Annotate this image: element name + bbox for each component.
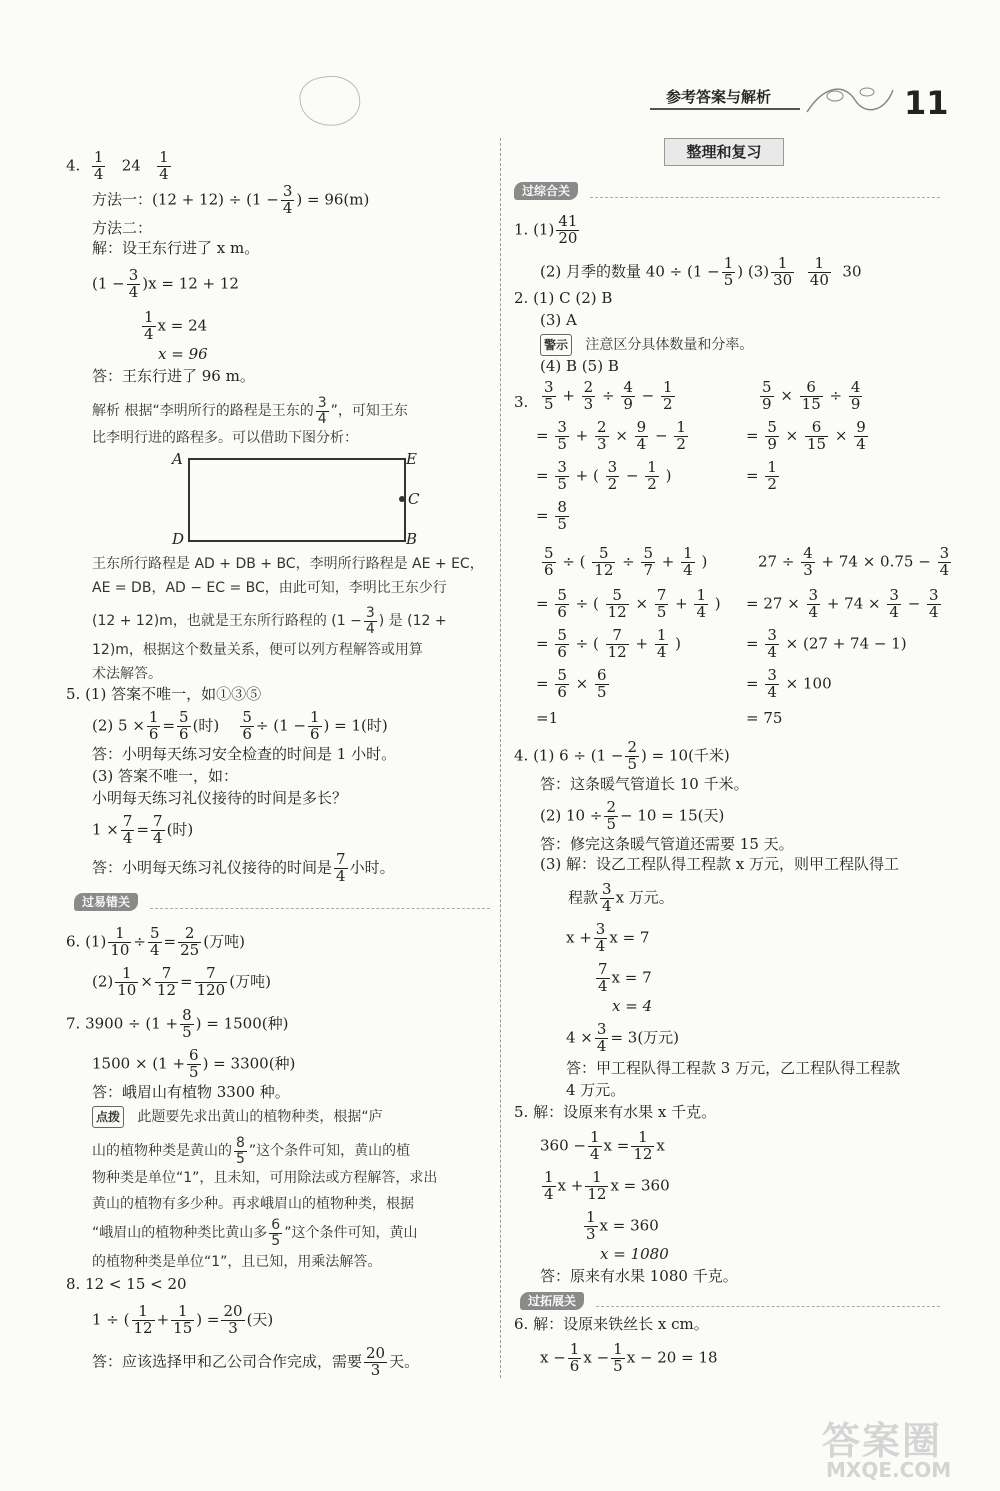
expr-text: = — [536, 594, 554, 613]
dianbo-1: 点拨 此题要先求出黄山的植物种类，根据“庐 — [92, 1106, 383, 1128]
fraction: $\frac{4}{9}$ — [850, 378, 861, 413]
r6-eq1: x − $\frac{1}{6}$ x − $\frac{1}{5}$ x − 20 = 18 — [540, 1340, 718, 1375]
expr-text: × 100 — [780, 674, 832, 693]
r6-1: 6. 解：设原来铁丝长 x cm。 — [514, 1315, 709, 1333]
expr-text: − — [902, 594, 926, 613]
expr-text: + — [657, 552, 680, 571]
expr-text: ÷ ( — [570, 594, 604, 613]
r1-2: (2) 月季的数量 40 ÷ (1 − $\frac{1}{5}$ ) (3) $\frac{1}{30}$ $\frac{1}{40}$ 30 — [540, 254, 862, 289]
r3-L5 — [540, 546, 707, 579]
expr-text: × — [830, 426, 853, 445]
r4-2-answer: 答：修完这条暖气管道还需要 15 天。 — [540, 835, 794, 853]
expr-text: = — [746, 674, 764, 693]
q8-2: 1 ÷ ( $\frac{1}{12}$ + $\frac{1}{15}$ ) = $\frac{20}{3}$ (天) — [92, 1302, 274, 1337]
expr-text: = 27 × — [746, 594, 805, 613]
r4-answer-2: 4 万元。 — [566, 1081, 626, 1099]
r1-1: 1. (1) $\frac{41}{20}$ — [514, 212, 578, 247]
tag-jingshi: 警示 — [540, 334, 572, 356]
label-B: B — [406, 530, 418, 548]
expr-text: + 74 × — [822, 594, 886, 613]
dianbo-2: 山的植物种类是黄山的 $\frac{8}{5}$ ”这个条件可知，黄山的植 — [92, 1135, 411, 1167]
r4-eq1: x + $\frac{3}{4}$ x = 7 — [566, 920, 650, 955]
eq-3: x = 96 — [158, 345, 208, 363]
fraction: $\frac{8}{5}$ — [557, 498, 567, 533]
expr-text: = — [536, 466, 554, 485]
fraction: $\frac{5}{6}$ — [557, 626, 567, 661]
expr-text: − — [636, 386, 659, 405]
r3-num: 3. — [514, 393, 529, 411]
r5-eq3: $\frac{1}{3}$ x = 360 — [586, 1208, 659, 1243]
r3-R5 — [758, 546, 953, 579]
expr-text: = — [536, 634, 554, 653]
fraction: $\frac{5}{12}$ — [594, 544, 614, 579]
fraction: $\frac{3}{5}$ — [557, 458, 567, 493]
header-bar — [650, 108, 800, 110]
fraction: $\frac{3}{4}$ — [808, 586, 819, 621]
fraction: $\frac{3}{4}$ — [939, 544, 950, 579]
r2-3: (4) B (5) B — [540, 357, 619, 375]
eq-2: $\frac{1}{4}$ x = 24 — [144, 308, 208, 343]
fraction: $\frac{1}{4}$ — [656, 626, 667, 661]
expr-text: × — [780, 426, 803, 445]
section-title: 整理和复习 — [664, 138, 784, 166]
r3-L2 — [536, 420, 690, 453]
expr-text: ÷ ( — [557, 552, 591, 571]
analysis-3: 王东所行路程是 AD + DB + BC，李明所行路程是 AE + EC， — [92, 556, 484, 572]
r4-eq2: $\frac{7}{4}$ x = 7 — [598, 960, 652, 995]
dotted-rule — [596, 1306, 940, 1307]
r5-answer: 答：原来有水果 1080 千克。 — [540, 1267, 738, 1285]
expr-text: = 75 — [746, 709, 783, 727]
expr-text: ÷ — [597, 386, 620, 405]
r3-L8 — [536, 668, 611, 701]
r4-eq4: 4 × $\frac{3}{4}$ = 3(万元) — [566, 1020, 680, 1055]
fraction: $\frac{6}{15}$ — [807, 418, 827, 453]
expr-text: =1 — [536, 709, 559, 727]
answer-4: 答：王东行进了 96 m。 — [92, 367, 255, 385]
r5-eq2: $\frac{1}{4}$ x + $\frac{1}{12}$ x = 360 — [544, 1168, 670, 1203]
expr-text: − — [621, 466, 644, 485]
column-divider — [500, 138, 501, 1378]
r3-L6 — [536, 588, 721, 621]
fraction: $\frac{9}{4}$ — [856, 418, 866, 453]
analysis-6: 12)m，根据这个数量关系，便可以列方程解答或用算 — [92, 642, 423, 658]
r3-L9 — [536, 708, 558, 728]
point-C-dot — [399, 496, 405, 502]
expr-text: = — [536, 506, 554, 525]
expr-text: = — [746, 466, 764, 485]
fraction: $\frac{3}{4}$ — [767, 666, 777, 701]
q7-2: 1500 × (1 + $\frac{6}{5}$ ) = 3300(种) — [92, 1046, 296, 1081]
expr-text: × (27 + 74 − 1) — [780, 634, 907, 653]
expr-text: ) — [660, 466, 672, 485]
badge-tuozhan: 过拓展关 — [520, 1292, 584, 1310]
label-E: E — [406, 450, 417, 468]
analysis-2: 比李明行进的路程多。可以借助下图分析： — [92, 430, 358, 446]
header-stamp-icon — [297, 72, 363, 130]
header-swirl-icon — [805, 82, 895, 118]
dianbo-4: 黄山的植物有多少种。再求峨眉山的植物种类，根据 — [92, 1196, 414, 1212]
fraction: $\frac{1}{4}$ — [683, 544, 693, 579]
expr-text: ) — [696, 552, 708, 571]
fraction: $\frac{3}{2}$ — [607, 458, 618, 493]
expr-text: 27 ÷ — [758, 552, 800, 571]
rectangle-diagram — [188, 458, 406, 542]
header-title: 参考答案与解析 — [666, 88, 772, 106]
expr-text: × — [610, 426, 633, 445]
expr-text: ÷ — [824, 386, 847, 405]
r3-L4 — [536, 500, 571, 533]
label-C: C — [408, 490, 420, 508]
dianbo-3: 物种类是单位“1”，且未知，可用除法或方程解答，求出 — [92, 1170, 438, 1186]
expr-text: × — [570, 674, 593, 693]
fraction: $\frac{3}{5}$ — [557, 418, 567, 453]
r4-1: 4. (1) 6 ÷ (1 − $\frac{2}{5}$ ) = 10(千米) — [514, 738, 730, 773]
expr-text: ) — [670, 634, 681, 653]
r4-3b: 程款 $\frac{3}{4}$ x 万元。 — [568, 880, 674, 915]
fraction: $\frac{7}{12}$ — [607, 626, 627, 661]
r3-R2 — [746, 420, 870, 453]
method-one: 方法一：(12 + 12) ÷ (1 − $\frac{3}{4}$ ) = 96(m) — [92, 182, 370, 217]
fraction: $\frac{6}{15}$ — [801, 378, 821, 413]
expr-text: = — [536, 674, 554, 693]
expr-text: ÷ — [617, 552, 640, 571]
r3-R6 — [746, 588, 943, 621]
fraction: $\frac{3}{4}$ — [929, 586, 939, 621]
fraction: $\frac{1}{4}$ — [696, 586, 707, 621]
expr-text: + 74 × 0.75 − — [816, 552, 936, 571]
r5-1: 5. 解：设原来有水果 x 千克。 — [514, 1103, 717, 1121]
tag-dianbo: 点拨 — [92, 1106, 124, 1128]
q5-1: 5. (1) 答案不唯一，如①③⑤ — [66, 685, 262, 703]
fraction: $\frac{2}{3}$ — [583, 378, 594, 413]
r3-L3 — [536, 460, 671, 493]
q7-1: 7. 3900 ÷ (1 + $\frac{8}{5}$ ) = 1500(种) — [66, 1006, 289, 1041]
analysis-7: 术法解答。 — [92, 666, 162, 682]
fraction: $\frac{9}{4}$ — [636, 418, 647, 453]
r3-R9 — [746, 708, 782, 728]
method-two: 方法二： — [92, 219, 153, 237]
expr-text: + — [630, 634, 653, 653]
r4-2: (2) 10 ÷ $\frac{2}{5}$ − 10 = 15(天) — [540, 798, 725, 833]
r2-2: (3) A — [540, 311, 577, 329]
q5-3: (3) 答案不唯一，如： — [92, 767, 239, 785]
q5-3-question: 小明每天练习礼仪接待的时间是多长？ — [92, 789, 348, 807]
expr-text: + ( — [570, 466, 604, 485]
fraction: $\frac{7}{5}$ — [656, 586, 667, 621]
r5-eq1: 360 − $\frac{1}{4}$ x = $\frac{1}{12}$ x — [540, 1128, 665, 1163]
fraction: $\frac{5}{9}$ — [762, 378, 772, 413]
fraction: $\frac{1}{2}$ — [767, 458, 777, 493]
fraction: $\frac{4}{3}$ — [803, 544, 813, 579]
fraction: $\frac{3}{4}$ — [767, 626, 777, 661]
badge-yicuo: 过易错关 — [74, 893, 138, 911]
fraction: $\frac{3}{4}$ — [889, 586, 899, 621]
r3-L1 — [540, 380, 677, 413]
watermark-logo: 答案圈 — [822, 1419, 943, 1463]
analysis-1: 解析 根据“李明所行的路程是王东的 $\frac{3}{4}$ ”，可知王东 — [92, 395, 408, 427]
r3-L7 — [536, 628, 681, 661]
fraction: $\frac{5}{6}$ — [557, 666, 567, 701]
method-two-solve: 解：设王东行进了 x m。 — [92, 239, 260, 257]
q5-answer: 答：小明每天练习安全检查的时间是 1 小时。 — [92, 745, 397, 763]
label-D: D — [172, 530, 185, 548]
r2-1: 2. (1) C (2) B — [514, 289, 613, 307]
label-A: A — [172, 450, 183, 468]
r3-R3 — [746, 460, 781, 493]
fraction: $\frac{6}{5}$ — [597, 666, 607, 701]
dotted-rule — [150, 908, 490, 909]
expr-text: + — [670, 594, 693, 613]
dotted-rule — [590, 197, 940, 198]
fraction: $\frac{4}{9}$ — [623, 378, 633, 413]
q8-answer: 答：应该选择甲和乙公司合作完成，需要 $\frac{20}{3}$ 天。 — [92, 1344, 420, 1379]
analysis-4: AE = DB，AD − EC = BC，由此可知，李明比王东少行 — [92, 580, 447, 596]
expr-text: × — [630, 594, 653, 613]
expr-text: + — [570, 426, 593, 445]
page-number: 11 — [904, 84, 949, 122]
analysis-5: (12 + 12)m，也就是王东所行路程的 (1 − $\frac{3}{4}$ ) 是 (12 + — [92, 605, 447, 637]
dianbo-6: 的植物种类是单位“1”，且已知，用乘法解答。 — [92, 1254, 382, 1270]
q7-answer: 答：峨眉山有植物 3300 种。 — [92, 1083, 290, 1101]
fraction: $\frac{3}{5}$ — [544, 378, 554, 413]
r2-note: 警示 注意区分具体数量和分率。 — [540, 334, 753, 356]
r3-R8 — [746, 668, 832, 701]
r5-eq4: x = 1080 — [600, 1245, 669, 1263]
eq-1: (1 − $\frac{3}{4}$ )x = 12 + 12 — [92, 266, 239, 301]
fraction: $\frac{5}{6}$ — [557, 586, 567, 621]
fraction: $\frac{2}{3}$ — [597, 418, 607, 453]
q6-2: (2) $\frac{1}{10}$ × $\frac{7}{12}$ = $\frac{7}{120}$ (万吨) — [92, 964, 271, 999]
fraction: $\frac{5}{6}$ — [544, 544, 554, 579]
fraction: $\frac{1}{2}$ — [662, 378, 673, 413]
expr-text: + — [557, 386, 580, 405]
fraction: $\frac{5}{9}$ — [767, 418, 777, 453]
expr-text: = — [536, 426, 554, 445]
fraction: $\frac{1}{2}$ — [647, 458, 657, 493]
fraction: $\frac{5}{12}$ — [607, 586, 627, 621]
r4-3: (3) 解：设乙工程队得工程款 x 万元，则甲工程队得工 — [540, 855, 900, 873]
expr-text: = — [746, 426, 764, 445]
expr-text: × — [775, 386, 798, 405]
expr-text: ÷ ( — [570, 634, 604, 653]
r4-eq3: x = 4 — [612, 997, 653, 1015]
dianbo-5: “峨眉山的植物种类比黄山多 $\frac{6}{5}$ ”这个条件可知，黄山 — [92, 1217, 418, 1249]
r3-R1 — [758, 380, 864, 413]
expr-text: = — [746, 634, 764, 653]
q8-1: 8. 12 < 15 < 20 — [66, 1275, 187, 1293]
q5-3-answer: 答：小明每天练习礼仪接待的时间是 $\frac{7}{4}$ 小时。 — [92, 850, 395, 885]
r4-1-answer: 答：这条暖气管道长 10 千米。 — [540, 775, 749, 793]
q6-1: 6. (1) $\frac{1}{10}$ ÷ $\frac{5}{4}$ = $\frac{2}{25}$ (万吨) — [66, 924, 245, 959]
fraction: $\frac{5}{7}$ — [643, 544, 654, 579]
fraction: $\frac{1}{2}$ — [676, 418, 686, 453]
r3-R7 — [746, 628, 907, 661]
q4-line: 4. $\frac{1}{4}$ 24 $\frac{1}{4}$ — [66, 148, 169, 183]
watermark-url: MXQE.COM — [826, 1458, 952, 1482]
expr-text: ) — [710, 594, 721, 613]
q5-3-eq: 1 × $\frac{7}{4}$ = $\frac{7}{4}$ (时) — [92, 812, 194, 847]
q5-2: (2) 5 × $\frac{1}{6}$ = $\frac{5}{6}$ (时) $\frac{5}{6}$ ÷ (1 − $\frac{1}{6}$ ) = 1(时) — [92, 708, 388, 743]
badge-zonghe: 过综合关 — [514, 182, 578, 200]
expr-text: − — [650, 426, 673, 445]
r4-answer-1: 答：甲工程队得工程款 3 万元，乙工程队得工程款 — [566, 1059, 901, 1077]
